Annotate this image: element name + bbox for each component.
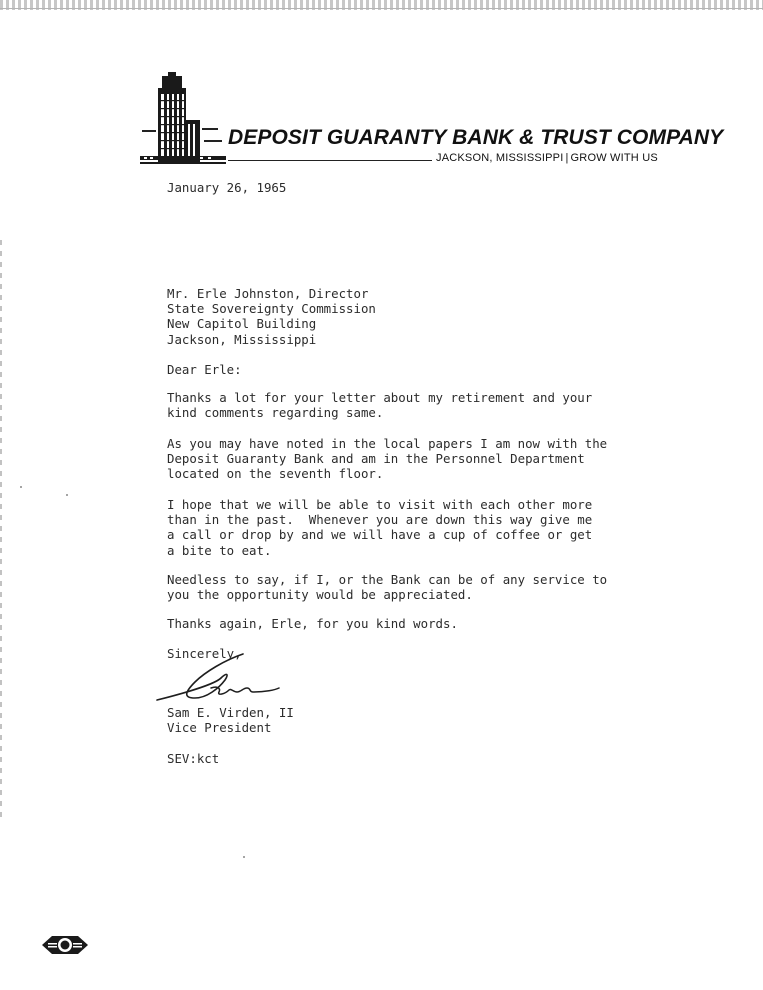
scan-speck xyxy=(20,486,22,488)
letterhead-rule xyxy=(228,160,432,161)
closing: Sincerely, xyxy=(167,646,242,661)
letter-date: January 26, 1965 xyxy=(167,180,287,195)
handwritten-signature xyxy=(155,642,295,706)
bank-location: JACKSON, MISSISSIPPI xyxy=(436,152,564,164)
body-paragraph-2: As you may have noted in the local papers I am now with the Deposit Guaranty Bank and am in the Personnel Department located on the seventh floor. xyxy=(167,436,608,482)
scan-speck xyxy=(243,856,245,858)
body-paragraph-3: I hope that we will be able to visit with each other more than in the past. Whenever you are down this way give me a call or drop by and we will have a cup of coffee or get a bite to eat. xyxy=(167,497,593,558)
scan-edge-top xyxy=(0,0,763,10)
tagline-separator: | xyxy=(565,152,569,164)
signer-title: Vice President xyxy=(167,720,272,736)
bank-emblem-icon xyxy=(40,932,90,958)
salutation: Dear Erle: xyxy=(167,362,242,377)
reference-initials: SEV:kct xyxy=(167,751,220,766)
address-line: Jackson, Mississippi xyxy=(167,331,317,347)
body-paragraph-1: Thanks a lot for your letter about my retirement and your kind comments regarding same. xyxy=(167,390,593,421)
scan-edge-left xyxy=(0,240,2,820)
address-line: New Capitol Building xyxy=(167,316,317,332)
address-line: State Sovereignty Commission xyxy=(167,301,376,317)
body-paragraph-4: Needless to say, if I, or the Bank can be of any service to you the opportunity would be appreciated. xyxy=(167,572,608,603)
body-paragraph-5: Thanks again, Erle, for you kind words. xyxy=(167,616,458,631)
bank-building-logo-icon xyxy=(140,70,226,166)
bank-slogan: GROW WITH US xyxy=(570,152,658,164)
signer-name: Sam E. Virden, II xyxy=(167,705,294,720)
letterhead xyxy=(140,70,724,170)
letterhead-tagline xyxy=(436,152,658,164)
bank-name: DEPOSIT GUARANTY BANK & TRUST COMPANY xyxy=(228,126,724,149)
address-line: Mr. Erle Johnston, Director xyxy=(167,286,369,301)
signer-block xyxy=(167,705,294,735)
scan-speck xyxy=(66,494,68,496)
recipient-address xyxy=(167,286,376,347)
